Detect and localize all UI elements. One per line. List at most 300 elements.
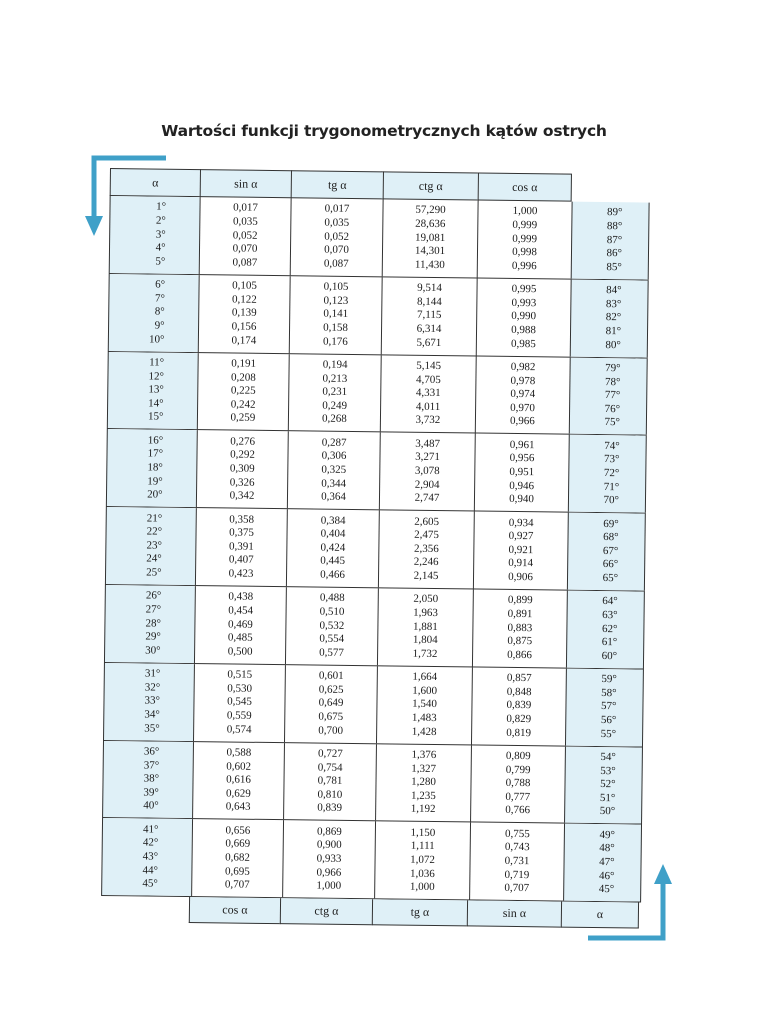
table-cell: 0,306	[321, 449, 347, 463]
trig-table	[101, 168, 650, 929]
table-cell: 8°	[154, 305, 165, 319]
table-cell: 1,540	[412, 698, 437, 711]
table-cell: 0,358	[229, 513, 255, 526]
table-cell: 73°	[603, 453, 620, 466]
table-cell: 40°	[143, 799, 159, 813]
table-row-group	[103, 663, 644, 747]
table-cell: 68°	[603, 531, 619, 544]
sin-column	[195, 508, 287, 586]
angle-column	[108, 274, 199, 352]
table-cell: 0,777	[505, 790, 531, 803]
table-cell: 60°	[601, 649, 618, 662]
table-cell: 2,050	[413, 593, 439, 606]
table-cell: 0,829	[506, 712, 532, 726]
table-cell: 15°	[147, 410, 164, 424]
table-cell: 0,242	[230, 398, 256, 411]
table-cell: 62°	[601, 622, 618, 635]
table-cell: 0,766	[505, 804, 531, 817]
table-cell: 1,804	[412, 633, 438, 647]
table-cell: 0,423	[228, 567, 254, 580]
header-cell-angle: α	[110, 168, 200, 197]
angle-column	[101, 818, 192, 896]
table-cell: 0,985	[510, 337, 536, 350]
table-cell: 0,700	[318, 724, 344, 737]
table-cell: 81°	[605, 325, 622, 338]
table-cell: 0,174	[231, 334, 257, 347]
table-cell: 1,000	[512, 205, 538, 218]
table-cell: 0,866	[507, 648, 533, 661]
ctg-column	[379, 433, 475, 511]
table-cell: 0,194	[322, 358, 348, 371]
table-cell: 0,956	[509, 452, 535, 465]
table-cell: 61°	[601, 636, 618, 649]
table-cell: 11,430	[414, 258, 445, 271]
table-cell: 26°	[145, 589, 162, 603]
table-cell: 0,035	[232, 215, 258, 228]
complement-angle-column	[566, 591, 645, 669]
table-cell: 72°	[603, 467, 620, 480]
footer-cell-cos: cos α	[189, 897, 280, 924]
table-footer-row	[101, 896, 641, 929]
page-title: Wartości funkcji trygonometrycznych kątów ostrych	[161, 122, 607, 140]
table-cell: 0,208	[231, 371, 256, 384]
table-cell: 0,719	[504, 868, 530, 881]
table-cell: 4,331	[415, 386, 441, 400]
table-cell: 0,996	[511, 259, 537, 273]
table-cell: 0,990	[511, 310, 537, 323]
table-cell: 37°	[143, 759, 160, 772]
table-cell: 71°	[603, 480, 620, 493]
table-cell: 34°	[144, 708, 160, 721]
table-cell: 0,404	[320, 527, 346, 541]
table-cell: 47°	[599, 855, 615, 869]
table-cell: 0,017	[233, 201, 258, 215]
footer-cell-ctg: ctg α	[280, 898, 372, 925]
table-cell: 0,707	[224, 878, 250, 891]
table-cell: 0,707	[504, 882, 530, 895]
table-cell: 0,891	[507, 607, 533, 621]
table-cell: 1,732	[412, 647, 438, 660]
table-cell: 0,602	[226, 760, 252, 773]
tg-column	[289, 276, 382, 354]
cos-column	[473, 512, 568, 590]
table-cell: 0,515	[227, 668, 253, 681]
tg-column	[288, 354, 381, 432]
table-cell: 51°	[599, 791, 616, 804]
cos-column	[476, 278, 571, 356]
table-cell: 3,732	[415, 414, 441, 427]
table-cell: 43°	[142, 850, 159, 863]
ctg-column	[377, 588, 473, 666]
tg-column	[285, 587, 378, 665]
table-cell: 0,974	[510, 388, 536, 401]
table-cell: 0,510	[319, 605, 345, 618]
table-cell: 0,754	[317, 761, 343, 774]
table-cell: 1°	[156, 200, 167, 214]
table-cell: 23°	[146, 539, 162, 552]
table-cell: 2,747	[414, 491, 440, 505]
table-cell: 0,810	[317, 788, 343, 801]
table-cell: 0,577	[319, 646, 345, 659]
table-cell: 0,875	[507, 635, 533, 648]
table-cell: 0,554	[319, 632, 345, 646]
table-cell: 0,574	[226, 723, 252, 736]
table-cell: 0,970	[510, 401, 536, 414]
table-cell: 0,087	[232, 256, 258, 269]
header-cell-ctg: ctg α	[383, 171, 478, 200]
table-cell: 0,921	[508, 543, 534, 556]
tg-column	[283, 743, 376, 821]
table-cell: 30°	[145, 644, 161, 657]
ctg-column	[382, 199, 478, 277]
table-cell: 3,487	[415, 437, 441, 450]
table-cell: 44°	[142, 864, 158, 877]
table-cell: 0,176	[322, 335, 348, 348]
table-cell: 36°	[143, 745, 160, 758]
table-cell: 0,629	[225, 787, 251, 800]
table-row-group	[102, 741, 643, 825]
table-cell: 0,675	[318, 710, 344, 723]
tg-column	[282, 821, 375, 899]
table-cell: 57,290	[415, 204, 446, 217]
table-cell: 0,961	[509, 438, 535, 452]
complement-angle-column	[565, 668, 644, 746]
complement-angle-column	[564, 746, 643, 824]
table-cell: 69°	[603, 517, 619, 530]
table-cell: 0,105	[232, 279, 258, 293]
table-cell: 0,951	[509, 465, 535, 479]
table-cell: 0,900	[316, 838, 342, 852]
table-cell: 7°	[154, 292, 165, 305]
table-cell: 0,727	[317, 747, 343, 760]
table-cell: 0,087	[323, 257, 349, 270]
table-cell: 18°	[147, 461, 163, 474]
ctg-column	[378, 510, 474, 588]
table-cell: 0,988	[511, 323, 536, 337]
table-cell: 0,532	[319, 619, 345, 632]
table-cell: 0,139	[231, 306, 257, 320]
table-cell: 58°	[601, 686, 617, 700]
sin-column	[194, 586, 286, 664]
table-cell: 1,072	[410, 853, 436, 866]
table-cell: 14°	[148, 397, 164, 410]
table-cell: 85°	[606, 260, 622, 274]
table-cell: 1,036	[409, 867, 435, 880]
table-cell: 41°	[142, 823, 159, 836]
table-cell: 6°	[155, 278, 166, 291]
table-cell: 0,927	[508, 530, 534, 543]
table-cell: 0,966	[316, 866, 342, 879]
table-cell: 3°	[155, 228, 166, 241]
table-cell: 0,276	[230, 435, 256, 448]
table-cell: 0,158	[323, 321, 349, 334]
table-cell: 0,105	[323, 280, 349, 294]
footer-cell-tg: tg α	[372, 899, 467, 926]
table-cell: 75°	[604, 416, 621, 429]
table-cell: 67°	[602, 544, 619, 558]
table-cell: 0,364	[321, 490, 346, 504]
table-cell: 28°	[145, 617, 162, 630]
table-cell: 0,287	[321, 436, 347, 449]
table-cell: 0,141	[323, 308, 349, 321]
table-cell: 0,978	[510, 374, 536, 387]
table-cell: 0,375	[229, 526, 255, 539]
table-cell: 39°	[143, 786, 159, 799]
angle-column	[109, 196, 200, 274]
table-cell: 0,946	[509, 479, 535, 492]
table-cell: 42°	[142, 836, 159, 850]
tg-column	[286, 509, 379, 587]
table-cell: 0,052	[324, 230, 350, 243]
table-cell: 87°	[606, 233, 623, 246]
table-cell: 45°	[598, 883, 615, 896]
table-cell: 19,081	[414, 231, 446, 244]
cos-column	[469, 823, 564, 901]
table-cell: 1,664	[412, 670, 438, 684]
table-cell: 32°	[144, 681, 161, 694]
table-cell: 0,839	[506, 699, 532, 712]
table-cell: 80°	[605, 338, 621, 351]
table-row-group	[109, 196, 650, 280]
table-cell: 1,376	[411, 748, 437, 762]
table-cell: 0,788	[505, 777, 531, 790]
table-cell: 0,966	[509, 415, 535, 428]
table-cell: 0,731	[504, 854, 530, 868]
table-cell: 5,145	[416, 359, 442, 373]
table-cell: 5°	[155, 255, 166, 268]
table-cell: 1,150	[410, 826, 436, 839]
cos-column	[470, 745, 565, 823]
sin-column	[199, 197, 291, 275]
table-cell: 2,475	[414, 528, 439, 542]
table-cell: 0,625	[318, 683, 344, 696]
tg-column	[284, 665, 377, 743]
cos-column	[472, 589, 567, 667]
table-cell: 3,078	[414, 464, 440, 478]
table-cell: 65°	[602, 572, 619, 585]
table-cell: 5,671	[416, 336, 442, 349]
table-cell: 1,428	[411, 725, 437, 738]
table-cell: 0,669	[225, 837, 251, 851]
header-cell-sin: sin α	[200, 169, 291, 198]
table-cell: 45°	[142, 877, 158, 890]
table-cell: 1,000	[409, 880, 435, 894]
table-cell: 50°	[599, 805, 616, 818]
table-cell: 19°	[147, 475, 163, 488]
table-cell: 82°	[605, 311, 622, 324]
cos-column	[471, 667, 566, 745]
table-cell: 0,469	[227, 618, 253, 631]
table-cell: 0,445	[320, 554, 346, 568]
complement-angle-column	[571, 202, 650, 280]
table-cell: 0,682	[225, 851, 251, 864]
table-row-group	[108, 274, 649, 358]
table-cell: 0,122	[231, 293, 257, 306]
header-cell-cos: cos α	[478, 172, 572, 201]
angle-column	[105, 507, 196, 585]
table-cell: 0,819	[506, 726, 532, 739]
table-cell: 0,601	[318, 669, 344, 683]
table-cell: 0,225	[230, 384, 256, 397]
table-cell: 4°	[155, 241, 166, 254]
table-cell: 0,249	[322, 399, 348, 412]
table-cell: 74°	[604, 439, 620, 453]
table-cell: 0,454	[228, 604, 254, 617]
table-cell: 59°	[601, 673, 617, 686]
table-cell: 0,799	[505, 763, 531, 776]
table-cell: 63°	[602, 609, 618, 622]
table-cell: 55°	[600, 727, 617, 740]
table-cell: 33°	[144, 694, 161, 708]
complement-angle-column	[563, 824, 642, 902]
table-cell: 1,235	[410, 789, 436, 802]
complement-angle-column	[568, 435, 647, 513]
table-cell: 0,391	[228, 540, 254, 553]
table-cell: 31°	[144, 667, 161, 680]
table-cell: 35°	[144, 722, 160, 735]
table-cell: 9,514	[417, 281, 443, 295]
table-cell: 0,292	[230, 448, 255, 462]
table-cell: 0,839	[317, 801, 343, 815]
table-cell: 14,301	[414, 244, 446, 258]
table-cell: 0,466	[320, 568, 345, 581]
cos-column	[474, 434, 569, 512]
footer-cell-angle: α	[561, 902, 639, 929]
table-cell: 22°	[146, 525, 163, 538]
table-cell: 0,191	[231, 357, 257, 370]
table-cell: 0,999	[512, 232, 538, 245]
complement-angle-column	[567, 513, 646, 591]
table-cell: 29°	[145, 630, 161, 643]
table-cell: 1,111	[410, 840, 435, 853]
table-cell: 17°	[147, 447, 164, 461]
table-cell: 0,231	[322, 385, 348, 399]
table-cell: 0,848	[506, 685, 532, 698]
table-cell: 12°	[148, 370, 165, 383]
table-cell: 0,883	[507, 621, 533, 634]
table-cell: 0,940	[509, 493, 534, 506]
table-cell: 2,145	[413, 569, 439, 583]
cos-column	[475, 356, 570, 434]
table-cell: 83°	[605, 297, 622, 311]
ctg-column	[381, 277, 477, 355]
table-cell: 54°	[600, 751, 616, 764]
table-cell: 0,545	[227, 695, 252, 709]
table-cell: 0,342	[229, 489, 255, 502]
table-cell: 0,488	[319, 591, 345, 605]
table-cell: 7,115	[416, 309, 442, 322]
table-cell: 38°	[143, 772, 160, 785]
table-cell: 53°	[600, 764, 616, 777]
table-cell: 46°	[598, 869, 615, 882]
table-row-group	[105, 507, 646, 591]
table-cell: 0,999	[512, 218, 538, 232]
table-cell: 1,963	[413, 606, 439, 620]
cos-column	[477, 200, 572, 278]
table-cell: 0,899	[507, 594, 533, 607]
table-cell: 0,268	[322, 412, 347, 426]
tg-column	[290, 198, 383, 276]
table-cell: 0,649	[318, 696, 344, 710]
table-cell: 0,259	[230, 411, 256, 425]
table-cell: 1,000	[316, 879, 342, 893]
table-cell: 0,934	[508, 516, 534, 529]
sin-column	[197, 353, 289, 431]
table-cell: 0,914	[508, 557, 534, 570]
table-cell: 0,035	[324, 216, 350, 229]
table-cell: 88°	[606, 220, 623, 233]
table-cell: 16°	[147, 434, 164, 447]
ctg-column	[376, 666, 472, 744]
table-cell: 0,485	[227, 631, 253, 644]
angle-column	[104, 585, 195, 663]
table-cell: 4,705	[415, 373, 441, 386]
table-cell: 0,017	[324, 203, 350, 216]
table-cell: 0,407	[228, 553, 254, 567]
table-row-group	[106, 429, 647, 513]
ctg-column	[375, 744, 471, 822]
table-cell: 79°	[605, 362, 621, 375]
table-cell: 0,933	[316, 852, 342, 865]
table-cell: 2,904	[414, 478, 440, 491]
table-cell: 0,052	[232, 229, 258, 242]
table-cell: 66°	[602, 558, 619, 571]
table-cell: 86°	[606, 247, 623, 260]
table-cell: 0,530	[227, 682, 253, 695]
table-cell: 0,588	[226, 746, 252, 759]
table-cell: 0,643	[225, 800, 251, 814]
table-cell: 2,246	[413, 556, 439, 569]
table-cell: 0,656	[225, 824, 251, 837]
table-row-group	[101, 818, 642, 902]
table-cell: 0,213	[322, 372, 348, 385]
sin-column	[191, 819, 283, 897]
table-cell: 1,280	[411, 775, 436, 789]
table-cell: 27°	[145, 603, 162, 616]
table-cell: 56°	[600, 714, 617, 727]
table-cell: 4,011	[415, 400, 441, 413]
table-cell: 0,857	[506, 672, 532, 685]
table-cell: 76°	[604, 402, 621, 416]
table-cell: 1,192	[410, 803, 436, 816]
table-cell: 0,344	[321, 477, 347, 490]
table-row-group	[107, 352, 648, 436]
angle-column	[107, 352, 198, 430]
table-cell: 11°	[149, 356, 165, 369]
table-cell: 0,869	[316, 825, 342, 838]
table-cell: 0,982	[510, 360, 536, 374]
table-cell: 1,881	[412, 620, 438, 633]
sin-column	[198, 275, 290, 353]
table-cell: 20°	[147, 488, 163, 501]
table-cell: 77°	[604, 389, 621, 402]
table-cell: 10°	[148, 333, 165, 346]
complement-angle-column	[569, 357, 648, 435]
table-cell: 24°	[146, 552, 162, 566]
table-cell: 2°	[155, 214, 166, 227]
table-cell: 48°	[599, 842, 615, 855]
table-cell: 9°	[154, 319, 165, 332]
table-cell: 8,144	[416, 295, 442, 308]
table-cell: 2,605	[414, 515, 440, 528]
table-cell: 84°	[606, 284, 622, 297]
table-cell: 3,271	[415, 451, 440, 464]
table-cell: 13°	[148, 383, 164, 396]
table-cell: 0,616	[226, 773, 251, 786]
table-cell: 0,993	[511, 296, 537, 310]
table-cell: 52°	[600, 778, 616, 791]
table-cell: 0,325	[321, 463, 347, 476]
